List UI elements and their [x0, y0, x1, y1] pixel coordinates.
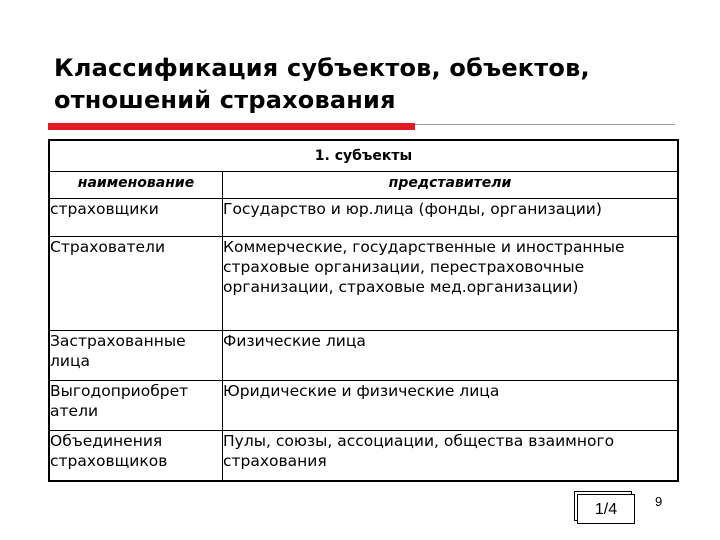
row-representatives-cell: Физические лица: [223, 331, 679, 381]
slide-number: 9: [655, 494, 663, 509]
row-representatives-cell: Юридические и физические лица: [223, 381, 679, 431]
table-row: [49, 331, 678, 381]
column-header-name: наименование: [49, 172, 223, 199]
page-indicator: 1/4: [577, 494, 635, 524]
row-name-cell: Застрахованные лица: [49, 331, 223, 381]
row-representatives-cell: Коммерческие, государственные и иностранные страховые организации, перестраховочные организации, страховые мед.организации): [223, 237, 679, 331]
table-caption: 1. субъекты: [49, 140, 678, 172]
row-name-cell: Страхователи: [49, 237, 223, 331]
subjects-table: [48, 139, 679, 482]
column-header-representatives: представители: [223, 172, 679, 199]
row-name-cell: Объединения страховщиков: [49, 431, 223, 481]
row-representatives-cell: Пулы, союзы, ассоциации, общества взаимного страхования: [223, 431, 679, 481]
title-underline-red-accent: [48, 123, 415, 130]
table-row: [49, 237, 678, 331]
table-row: [49, 199, 678, 237]
row-name-cell: страховщики: [49, 199, 223, 237]
row-representatives-cell: Государство и юр.лица (фонды, организации): [223, 199, 679, 237]
slide-title-line-1: Классификация субъектов, объектов,: [54, 54, 590, 82]
table-row: [49, 381, 678, 431]
table-header-row: [49, 172, 678, 199]
slide-title: [54, 52, 694, 116]
table-caption-row: [49, 140, 678, 172]
slide-title-line-2: отношений страхования: [54, 86, 396, 114]
table-row: [49, 431, 678, 481]
row-name-cell: Выгодоприобрет атели: [49, 381, 223, 431]
